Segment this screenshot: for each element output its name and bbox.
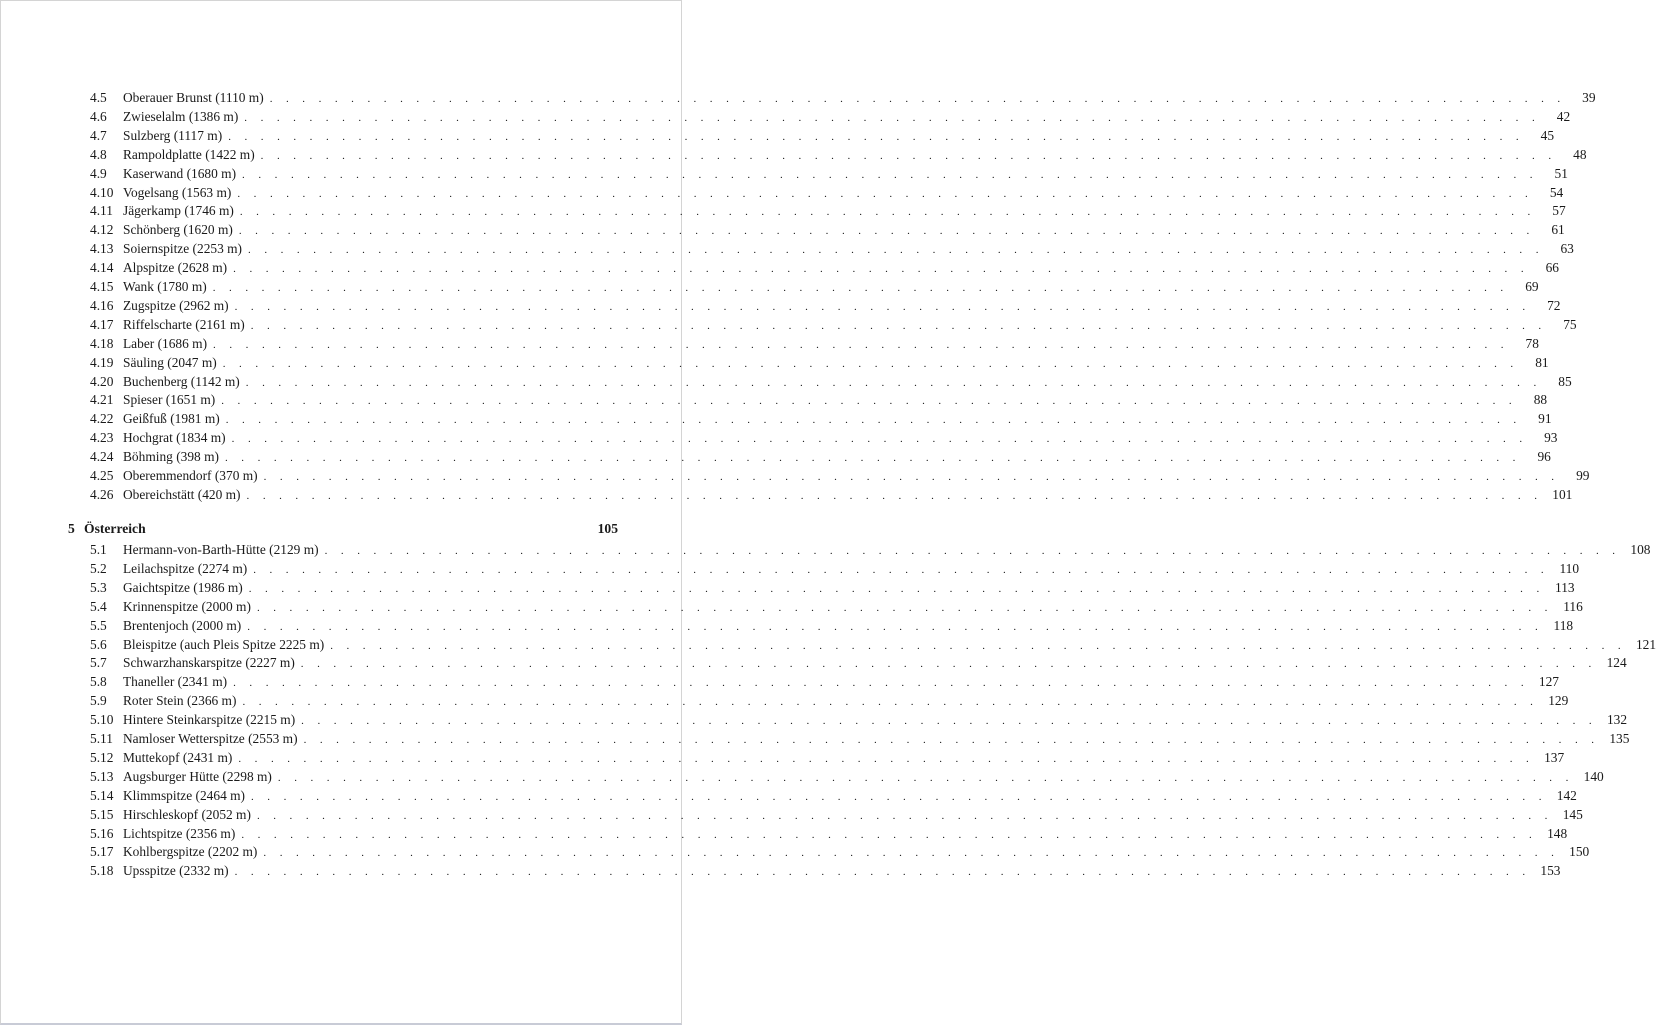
toc-entry[interactable] xyxy=(90,559,1580,578)
entry-page-number: 93 xyxy=(1544,430,1558,446)
entry-title: Soiernspitze (2253 m) xyxy=(123,241,243,257)
dot-leader: . . . . . . . . . . . . . . . . . . . . . . . . . . . . . . . . . . . . . . . . . . . . . . . . . . . . . . . . . . . . . . . . . . . . . . . . . . . . . . . . xyxy=(222,357,1519,370)
entry-number: 5.9 xyxy=(90,693,107,709)
entry-page-number: 54 xyxy=(1549,184,1564,200)
dot-leader: . . . . . . . . . . . . . . . . . . . . . . . . . . . . . . . . . . . . . . . . . . . . . . . . . . . . . . . . . . . . . . . . . . . . . . . . . . . . . . . . xyxy=(301,715,1598,728)
toc-entry[interactable] xyxy=(90,353,1549,372)
entry-title: Krinnenspitze (2000 m) xyxy=(123,598,251,614)
entry-number: 5.18 xyxy=(90,863,114,879)
toc-entry[interactable] xyxy=(90,653,1627,672)
entry-title: Oberauer Brunst (1110 m) xyxy=(123,90,264,105)
entry-page-number: 108 xyxy=(1630,542,1651,557)
entry-title: Schönberg (1620 m) xyxy=(123,222,233,238)
entry-page-number: 72 xyxy=(1547,297,1561,313)
entry-page-number: 91 xyxy=(1538,411,1552,427)
entry-number: 4.18 xyxy=(90,335,114,351)
entry-title: Hermann-von-Barth-Hütte (2129 m) xyxy=(123,542,319,557)
dot-leader: . . . . . . . . . . . . . . . . . . . . . . . . . . . . . . . . . . . . . . . . . . . . . . . . . . . . . . . . . . . . . . . . . . . . . . . . . . . . . . . . xyxy=(225,414,1522,427)
entry-number: 4.13 xyxy=(90,241,114,257)
entry-page-number: 42 xyxy=(1556,108,1571,124)
dot-leader: . . . . . . . . . . . . . . . . . . . . . . . . . . . . . . . . . . . . . . . . . . . . . . . . . . . . . . . . . . . . . . . . . . . . . . . . . . . . . . . . xyxy=(250,319,1547,332)
entry-number: 5.7 xyxy=(90,655,107,671)
dot-leader: . . . . . . . . . . . . . . . . . . . . . . . . . . . . . . . . . . . . . . . . . . . . . . . . . . . . . . . . . . . . . . . . . . . . . . . . . . . . . . . . xyxy=(234,300,1531,313)
entry-number: 5.12 xyxy=(90,749,114,765)
entry-title: Schwarzhanskarspitze (2227 m) xyxy=(123,655,295,671)
toc-entry[interactable] xyxy=(90,767,1604,786)
dot-leader: . . . . . . . . . . . . . . . . . . . . . . . . . . . . . . . . . . . . . . . . . . . . . . . . . . . . . . . . . . . . . . . . . . . . . . . . . . . . . . . . xyxy=(246,489,1543,502)
entry-title: Upsspitze (2332 m) xyxy=(123,863,229,879)
entry-number: 5.11 xyxy=(90,731,113,746)
entry-title: Laber (1686 m) xyxy=(123,335,208,351)
dot-leader: . . . . . . . . . . . . . . . . . . . . . . . . . . . . . . . . . . . . . . . . . . . . . . . . . . . . . . . . . . . . . . . . . . . . . . . . . . . . . . . . xyxy=(330,639,1627,652)
dot-leader: . . . . . . . . . . . . . . . . . . . . . . . . . . . . . . . . . . . . . . . . . . . . . . . . . . . . . . . . . . . . . . . . . . . . . . . . . . . . . . . . xyxy=(247,620,1544,633)
entry-title: Obereichstätt (420 m) xyxy=(123,486,241,502)
toc-entry[interactable] xyxy=(90,107,1571,126)
toc-entry[interactable] xyxy=(90,748,1565,767)
dot-leader: . . . . . . . . . . . . . . . . . . . . . . . . . . . . . . . . . . . . . . . . . . . . . . . . . . . . . . . . . . . . . . . . . . . . . . . . . . . . . . . . xyxy=(303,734,1600,746)
entry-number: 4.11 xyxy=(90,203,113,219)
entry-page-number: 116 xyxy=(1563,598,1583,614)
entry-page-number: 135 xyxy=(1609,731,1630,746)
entry-page-number: 153 xyxy=(1540,863,1561,879)
entry-page-number: 48 xyxy=(1573,146,1587,162)
toc-entry[interactable] xyxy=(90,183,1564,202)
chapter-title: Österreich xyxy=(84,521,146,536)
entry-page-number: 39 xyxy=(1582,90,1596,105)
dot-leader: . . . . . . . . . . . . . . . . . . . . . . . . . . . . . . . . . . . . . . . . . . . . . . . . . . . . . . . . . . . . . . . . . . . . . . . . . . . . . . . . xyxy=(263,847,1560,860)
entry-title: Riffelscharte (2161 m) xyxy=(123,316,245,332)
toc-entry[interactable] xyxy=(90,824,1568,843)
entry-title: Oberemmendorf (370 m) xyxy=(123,468,258,483)
entry-page-number: 63 xyxy=(1560,241,1574,257)
toc-entry[interactable] xyxy=(90,485,1573,504)
chapter-page-number: 105 xyxy=(597,521,618,536)
dot-leader: . . . . . . . . . . . . . . . . . . . . . . . . . . . . . . . . . . . . . . . . . . . . . . . . . . . . . . . . . . . . . . . . . . . . . . . . . . . . . . . . xyxy=(233,677,1529,690)
entry-title: Hirschleskopf (2052 m) xyxy=(123,806,251,822)
toc-entry[interactable] xyxy=(90,126,1555,145)
entry-title: Wank (1780 m) xyxy=(123,279,207,294)
toc-entry[interactable] xyxy=(90,372,1572,391)
entry-title: Klimmspitze (2464 m) xyxy=(123,787,245,803)
entry-title: Augsburger Hütte (2298 m) xyxy=(123,768,272,784)
toc-entry[interactable] xyxy=(90,861,1561,880)
entry-title: Vogelsang (1563 m) xyxy=(123,184,232,200)
dot-leader: . . . . . . . . . . . . . . . . . . . . . . . . . . . . . . . . . . . . . . . . . . . . . . . . . . . . . . . . . . . . . . . . . . . . . . . . . . . . . . . . xyxy=(245,376,1542,389)
entry-number: 4.12 xyxy=(90,222,114,238)
entry-number: 4.14 xyxy=(90,260,114,276)
dot-leader: . . . . . . . . . . . . . . . . . . . . . . . . . . . . . . . . . . . . . . . . . . . . . . . . . . . . . . . . . . . . . . . . . . . . . . . . . . . . . . . . xyxy=(256,601,1553,614)
dot-leader: . . . . . . . . . . . . . . . . . . . . . . . . . . . . . . . . . . . . . . . . . . . . . . . . . . . . . . . . . . . . . . . . . . . . . . . . . . . . . . . . xyxy=(239,206,1536,219)
toc-entry[interactable] xyxy=(90,164,1568,183)
toc-entry[interactable] xyxy=(90,466,1590,485)
dot-leader: . . . . . . . . . . . . . . . . . . . . . . . . . . . . . . . . . . . . . . . . . . . . . . . . . . . . . . . . . . . . . . . . . . . . . . . . . . . . . . . . xyxy=(233,263,1529,276)
entry-title: Jägerkamp (1746 m) xyxy=(123,203,234,219)
toc-entry[interactable] xyxy=(90,258,1559,277)
toc-entry[interactable] xyxy=(90,616,1574,635)
dot-leader: . . . . . . . . . . . . . . . . . . . . . . . . . . . . . . . . . . . . . . . . . . . . . . . . . . . . . . . . . . . . . . . . . . . . . . . . . . . . . . . . xyxy=(248,582,1545,595)
entry-page-number: 110 xyxy=(1559,560,1580,576)
entry-number: 5.16 xyxy=(90,825,114,841)
dot-leader: . . . . . . . . . . . . . . . . . . . . . . . . . . . . . . . . . . . . . . . . . . . . . . . . . . . . . . . . . . . . . . . . . . . . . . . . . . . . . . . . xyxy=(241,828,1538,841)
entry-page-number: 124 xyxy=(1606,655,1627,671)
entry-page-number: 75 xyxy=(1563,316,1577,332)
entry-page-number: 118 xyxy=(1553,617,1574,633)
toc-entry[interactable] xyxy=(90,239,1574,258)
toc-entry[interactable] xyxy=(90,710,1628,729)
dot-leader: . . . . . . . . . . . . . . . . . . . . . . . . . . . . . . . . . . . . . . . . . . . . . . . . . . . . . . . . . . . . . . . . . . . . . . . . . . . . . . . . xyxy=(248,244,1544,257)
entry-page-number: 78 xyxy=(1525,335,1539,351)
entry-page-number: 150 xyxy=(1569,844,1590,860)
entry-page-number: 81 xyxy=(1535,354,1549,370)
dot-leader: . . . . . . . . . . . . . . . . . . . . . . . . . . . . . . . . . . . . . . . . . . . . . . . . . . . . . . . . . . . . . . . . . . . . . . . . . . . . . . . . xyxy=(324,545,1621,557)
toc-entry[interactable] xyxy=(90,842,1590,861)
entry-number: 5.10 xyxy=(90,712,114,728)
dot-leader: . . . . . . . . . . . . . . . . . . . . . . . . . . . . . . . . . . . . . . . . . . . . . . . . . . . . . . . . . . . . . . . . . . . . . . . . . . . . . . . . xyxy=(242,168,1538,181)
chapter-heading[interactable] xyxy=(68,519,618,539)
toc-entry[interactable] xyxy=(90,296,1561,315)
entry-page-number: 96 xyxy=(1537,449,1551,465)
dot-leader: . . . . . . . . . . . . . . . . . . . . . . . . . . . . . . . . . . . . . . . . . . . . . . . . . . . . . . . . . . . . . . . . . . . . . . . . . . . . . . . . xyxy=(237,187,1534,200)
entry-page-number: 140 xyxy=(1583,768,1604,784)
entry-number: 4.25 xyxy=(90,468,114,483)
toc-entry[interactable] xyxy=(90,597,1583,616)
dot-leader: . . . . . . . . . . . . . . . . . . . . . . . . . . . . . . . . . . . . . . . . . . . . . . . . . . . . . . . . . . . . . . . . . . . . . . . . . . . . . . . . xyxy=(251,790,1547,803)
entry-number: 4.15 xyxy=(90,279,114,294)
entry-number: 4.26 xyxy=(90,486,114,502)
dot-leader: . . . . . . . . . . . . . . . . . . . . . . . . . . . . . . . . . . . . . . . . . . . . . . . . . . . . . . . . . . . . . . . . . . . . . . . . . . . . . . . . xyxy=(277,771,1574,784)
entry-title: Buchenberg (1142 m) xyxy=(123,373,240,389)
entry-number: 4.10 xyxy=(90,184,114,200)
entry-page-number: 57 xyxy=(1552,203,1566,219)
entry-number: 5.14 xyxy=(90,787,114,803)
entry-page-number: 45 xyxy=(1540,127,1555,143)
entry-number: 4.17 xyxy=(90,316,114,332)
toc-entry[interactable] xyxy=(90,201,1566,220)
entry-number: 5.5 xyxy=(90,617,107,633)
entry-page-number: 113 xyxy=(1555,579,1575,595)
dot-leader: . . . . . . . . . . . . . . . . . . . . . . . . . . . . . . . . . . . . . . . . . . . . . . . . . . . . . . . . . . . . . . . . . . . . . . . . . . . . . . . . xyxy=(224,452,1521,465)
entry-number: 5.17 xyxy=(90,844,114,860)
dot-leader: . . . . . . . . . . . . . . . . . . . . . . . . . . . . . . . . . . . . . . . . . . . . . . . . . . . . . . . . . . . . . . . . . . . . . . . . . . . . . . . . xyxy=(231,433,1528,446)
entry-title: Sulzberg (1117 m) xyxy=(123,127,223,143)
dot-leader: . . . . . . . . . . . . . . . . . . . . . . . . . . . . . . . . . . . . . . . . . . . . . . . . . . . . . . . . . . . . . . . . . . . . . . . . . . . . . . . . xyxy=(234,866,1531,879)
toc-entry[interactable] xyxy=(90,334,1539,353)
toc-entry[interactable] xyxy=(90,672,1559,691)
entry-title: Rampoldplatte (1422 m) xyxy=(123,146,255,162)
toc-entry[interactable] xyxy=(90,428,1558,447)
entry-page-number: 121 xyxy=(1635,636,1656,652)
toc-entry[interactable] xyxy=(90,220,1565,239)
chapter-number: 5 xyxy=(68,521,75,536)
toc-entry[interactable] xyxy=(90,786,1577,805)
entry-number: 4.7 xyxy=(90,127,107,143)
entry-page-number: 129 xyxy=(1548,693,1569,709)
entry-title: Lichtspitze (2356 m) xyxy=(123,825,236,841)
toc-entry[interactable] xyxy=(90,447,1551,466)
dot-leader: . . . . . . . . . . . . . . . . . . . . . . . . . . . . . . . . . . . . . . . . . . . . . . . . . . . . . . . . . . . . . . . . . . . . . . . . . . . . . . . . xyxy=(269,93,1566,105)
entry-number: 4.19 xyxy=(90,354,114,370)
entry-number: 5.13 xyxy=(90,768,114,784)
entry-page-number: 88 xyxy=(1533,392,1548,408)
entry-title: Hintere Steinkarspitze (2215 m) xyxy=(123,712,296,728)
entry-number: 5.4 xyxy=(90,598,107,614)
dot-leader: . . . . . . . . . . . . . . . . . . . . . . . . . . . . . . . . . . . . . . . . . . . . . . . . . . . . . . . . . . . . . . . . . . . . . . . . . . . . . . . . xyxy=(221,395,1518,408)
entry-number: 4.21 xyxy=(90,392,114,408)
entry-page-number: 101 xyxy=(1552,486,1573,502)
toc-entry[interactable] xyxy=(90,805,1583,824)
entry-title: Säuling (2047 m) xyxy=(123,354,217,370)
toc-entry[interactable] xyxy=(90,540,1651,559)
dot-leader: . . . . . . . . . . . . . . . . . . . . . . . . . . . . . . . . . . . . . . . . . . . . . . . . . . . . . . . . . . . . . . . . . . . . . . . . . . . . . . . . xyxy=(244,111,1541,124)
entry-number: 5.6 xyxy=(90,636,107,652)
dot-leader: . . . . . . . . . . . . . . . . . . . . . . . . . . . . . . . . . . . . . . . . . . . . . . . . . . . . . . . . . . . . . . . . . . . . . . . . . . . . . . . . xyxy=(242,696,1539,709)
toc-entry[interactable] xyxy=(90,145,1587,164)
entry-number: 4.5 xyxy=(90,90,107,105)
entry-title: Bleispitze (auch Pleis Spitze 2225 m) xyxy=(123,636,325,652)
entry-title: Spieser (1651 m) xyxy=(123,392,216,408)
dot-leader: . . . . . . . . . . . . . . . . . . . . . . . . . . . . . . . . . . . . . . . . . . . . . . . . . . . . . . . . . . . . . . . . . . . . . . . . . . . . . . . . xyxy=(260,149,1557,162)
dot-leader: . . . . . . . . . . . . . . . . . . . . . . . . . . . . . . . . . . . . . . . . . . . . . . . . . . . . . . . . . . . . . . . . . . . . . . . . . . . . . . . . xyxy=(238,752,1535,765)
toc-entry[interactable] xyxy=(90,578,1575,597)
entry-title: Hochgrat (1834 m) xyxy=(123,430,226,446)
dot-leader: . . . . . . . . . . . . . . . . . . . . . . . . . . . . . . . . . . . . . . . . . . . . . . . . . . . . . . . . . . . . . . . . . . . . . . . . . . . . . . . . xyxy=(228,130,1525,143)
entry-number: 4.8 xyxy=(90,146,107,162)
entry-title: Kaserwand (1680 m) xyxy=(123,165,237,181)
entry-title: Brentenjoch (2000 m) xyxy=(123,617,242,633)
entry-number: 5.15 xyxy=(90,806,114,822)
entry-number: 4.24 xyxy=(90,449,114,465)
entry-page-number: 137 xyxy=(1544,749,1565,765)
entry-page-number: 69 xyxy=(1525,279,1539,294)
entry-title: Namloser Wetterspitze (2553 m) xyxy=(123,731,298,746)
toc-entry[interactable] xyxy=(90,729,1630,748)
entry-number: 4.23 xyxy=(90,430,114,446)
entry-title: Zwieselalm (1386 m) xyxy=(123,108,239,124)
entry-page-number: 61 xyxy=(1551,222,1565,238)
toc-entry[interactable] xyxy=(90,277,1539,296)
entry-page-number: 132 xyxy=(1606,712,1628,728)
entry-number: 5.3 xyxy=(90,579,107,595)
entry-number: 4.16 xyxy=(90,297,114,313)
dot-leader: . . . . . . . . . . . . . . . . . . . . . . . . . . . . . . . . . . . . . . . . . . . . . . . . . . . . . . . . . . . . . . . . . . . . . . . . . . . . . . . . xyxy=(212,282,1509,294)
entry-page-number: 85 xyxy=(1558,373,1572,389)
entry-title: Gaichtspitze (1986 m) xyxy=(123,579,243,595)
entry-number: 5.2 xyxy=(90,560,107,576)
toc-entry[interactable] xyxy=(90,691,1569,710)
entry-page-number: 99 xyxy=(1576,468,1590,483)
entry-title: Muttekopf (2431 m) xyxy=(123,749,233,765)
entry-title: Alpspitze (2628 m) xyxy=(123,260,228,276)
toc-entry[interactable] xyxy=(90,390,1548,409)
entry-number: 5.1 xyxy=(90,542,107,557)
dot-leader: . . . . . . . . . . . . . . . . . . . . . . . . . . . . . . . . . . . . . . . . . . . . . . . . . . . . . . . . . . . . . . . . . . . . . . . . . . . . . . . . xyxy=(263,471,1560,483)
dot-leader: . . . . . . . . . . . . . . . . . . . . . . . . . . . . . . . . . . . . . . . . . . . . . . . . . . . . . . . . . . . . . . . . . . . . . . . . . . . . . . . . xyxy=(256,809,1553,822)
entry-page-number: 148 xyxy=(1547,825,1568,841)
toc-entry[interactable] xyxy=(90,635,1656,654)
toc-entry[interactable] xyxy=(90,88,1596,107)
entry-page-number: 142 xyxy=(1556,787,1577,803)
entry-number: 5.8 xyxy=(90,674,107,690)
dot-leader: . . . . . . . . . . . . . . . . . . . . . . . . . . . . . . . . . . . . . . . . . . . . . . . . . . . . . . . . . . . . . . . . . . . . . . . . . . . . . . . . xyxy=(253,563,1550,576)
entry-title: Leilachspitze (2274 m) xyxy=(123,560,248,576)
entry-number: 4.9 xyxy=(90,165,107,181)
entry-number: 4.6 xyxy=(90,108,107,124)
dot-leader: . . . . . . . . . . . . . . . . . . . . . . . . . . . . . . . . . . . . . . . . . . . . . . . . . . . . . . . . . . . . . . . . . . . . . . . . . . . . . . . . xyxy=(213,338,1509,351)
entry-title: Zugspitze (2962 m) xyxy=(123,297,229,313)
entry-page-number: 145 xyxy=(1562,806,1583,822)
entry-number: 4.20 xyxy=(90,373,114,389)
entry-page-number: 127 xyxy=(1538,674,1559,690)
entry-title: Geißfuß (1981 m) xyxy=(123,411,220,427)
entry-page-number: 66 xyxy=(1545,260,1559,276)
entry-title: Böhming (398 m) xyxy=(123,449,219,465)
toc-entry[interactable] xyxy=(90,409,1552,428)
entry-page-number: 51 xyxy=(1554,165,1568,181)
dot-leader: . . . . . . . . . . . . . . . . . . . . . . . . . . . . . . . . . . . . . . . . . . . . . . . . . . . . . . . . . . . . . . . . . . . . . . . . . . . . . . . . xyxy=(300,658,1597,671)
entry-title: Kohlbergspitze (2202 m) xyxy=(123,844,258,860)
entry-number: 4.22 xyxy=(90,411,114,427)
entry-title: Roter Stein (2366 m) xyxy=(123,693,237,709)
dot-leader: . . . . . . . . . . . . . . . . . . . . . . . . . . . . . . . . . . . . . . . . . . . . . . . . . . . . . . . . . . . . . . . . . . . . . . . . . . . . . . . . xyxy=(238,225,1535,238)
entry-title: Thaneller (2341 m) xyxy=(123,674,228,690)
toc-entry[interactable] xyxy=(90,315,1577,334)
